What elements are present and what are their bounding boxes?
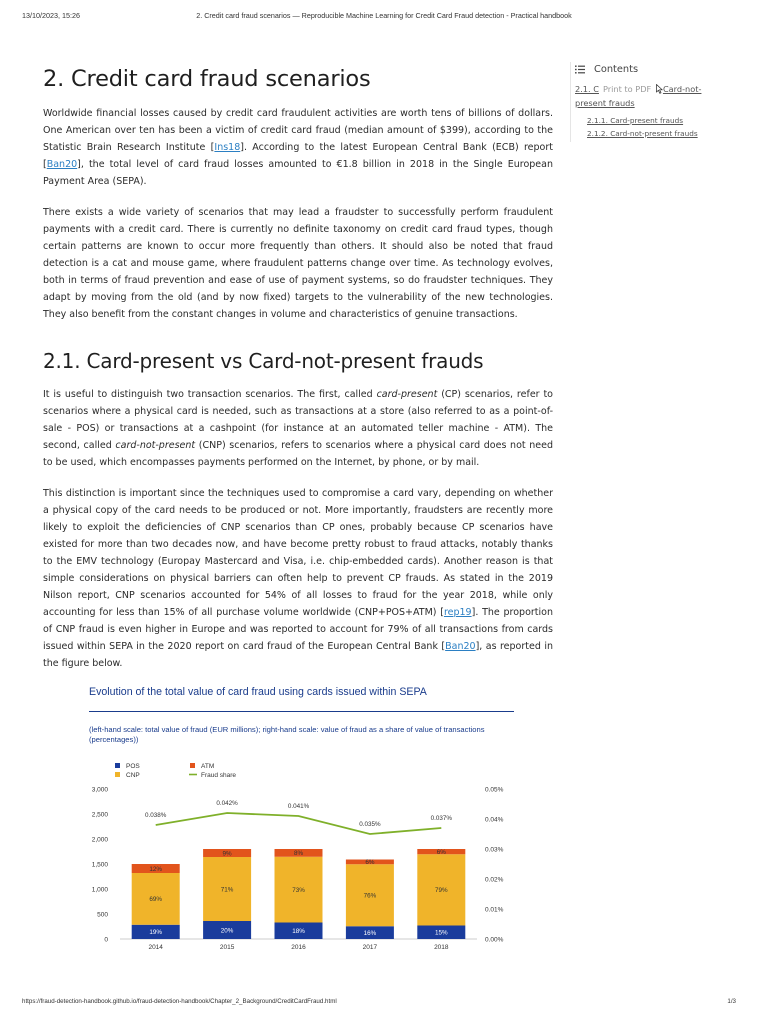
paragraph-2: There exists a wide variety of scenarios that may lead a fraudster to successfully perform fraudulent payments with a credit card. There is currently no definite taxonomy on credit card fraud types, though certain patterns are known to occur more frequently than others. It should also be noted that fraud detection is a cat and mouse game, where fraudulent patterns change over time. As technology evolves, both in terms of fraud prevention and ease of use of payment systems, so do fraudster techniques. They adapt by moving from the old (and by now fixed) targets to the vulnerability of the new technologies. They also benefit from the constant changes in volume and characteristics of genuine transactions. xyxy=(43,207,553,320)
y2-tick-label: 0.02% xyxy=(485,876,504,884)
print-page-number: 1/3 xyxy=(727,998,736,1005)
bar-label-pos: 16% xyxy=(363,929,377,937)
fraud-chart xyxy=(85,683,519,957)
fraud-share-label: 0.038% xyxy=(145,812,167,819)
bar-label-pos: 18% xyxy=(292,928,305,936)
p3-text-b: (CP) scenarios, refer to scenarios where a physical card is needed, such as transactions at a store (also referred to as a point-of-sale - POS) or transactions at a cashpoint (for instance at an automated teller machine - ATM). The second, called xyxy=(43,389,553,451)
y-tick-label: 2,000 xyxy=(91,836,108,844)
fraud-share-label: 0.042% xyxy=(216,800,238,807)
fraud-share-line xyxy=(156,813,442,834)
y2-tick-label: 0.05% xyxy=(485,786,504,794)
legend-swatch xyxy=(115,772,120,777)
legend-label: POS xyxy=(126,763,140,770)
bar-label-cnp: 79% xyxy=(434,887,448,895)
p1-text-b: ]. According to the latest European Central Bank (ECB) report [ xyxy=(43,142,553,170)
bar-label-cnp: 69% xyxy=(149,896,163,904)
toc-heading-label: Contents xyxy=(594,63,639,75)
toc-divider xyxy=(570,62,571,142)
legend-swatch xyxy=(115,763,120,768)
ref-rep19-link[interactable]: rep19 xyxy=(443,607,472,618)
legend-label: Fraud share xyxy=(201,772,237,779)
y-tick-label: 2,500 xyxy=(91,811,108,819)
article xyxy=(43,66,553,686)
p3-text-a: It is useful to distinguish two transaction scenarios. The first, called xyxy=(43,389,377,400)
fraud-share-label: 0.037% xyxy=(430,815,452,822)
print-header xyxy=(22,11,746,23)
toc-heading xyxy=(575,62,725,76)
paragraph-4 xyxy=(43,485,553,672)
y2-tick-label: 0.03% xyxy=(485,846,504,854)
y2-tick-label: 0.04% xyxy=(485,816,504,824)
x-tick-label: 2014 xyxy=(148,944,163,951)
p3-text-c: (CNP) scenarios, refers to scenarios where a physical card does not need to be used, which encompasses payments performed on the Internet, by phone, or by mail. xyxy=(43,440,553,468)
bar-label-atm: 9% xyxy=(222,850,232,858)
p4-text-a: This distinction is important since the techniques used to compromise a card vary, depending on whether a physical copy of the card needs to be produced or not. More importantly, fraudsters are recently more likely to exploit the deficiencies of CNP scenarios than CP ones, probably because CP scenarios have existed for more than two decades now, and have become pretty robust to fraud attacks, notably thanks to the EMV technology (Europay Mastercard and Visa, i.e. chip-embedded cards). Another reason is that simple considerations on physical barriers can often help to prevent CP frauds. As stated in the 2019 Nilson report, CNP scenarios accounted for 54% of all losses to fraud for the year 2018, while only accounting for less than 15% of all purchase volume worldwide (CNP+POS+ATM) [ xyxy=(43,488,553,618)
cursor-icon xyxy=(656,84,663,94)
bar-label-pos: 19% xyxy=(149,929,163,937)
print-url: https://fraud-detection-handbook.github.io/fraud-detection-handbook/Chapter_2_Background/CreditCardFraud.html xyxy=(22,998,337,1005)
toc-item-card-present-vs-cnp[interactable] xyxy=(575,82,725,96)
bar-label-atm: 12% xyxy=(149,865,163,873)
y-tick-label: 1,000 xyxy=(91,886,108,894)
paragraph-3 xyxy=(43,386,553,471)
chart-title: Evolution of the total value of card fraud using cards issued within SEPA xyxy=(89,686,427,698)
toc-item-card-not-present-frauds[interactable]: 2.1.2. Card-not-present frauds xyxy=(587,129,698,138)
print-date: 13/10/2023, 15:26 xyxy=(22,11,80,20)
y-tick-label: 0 xyxy=(104,936,108,944)
bar-label-cnp: 73% xyxy=(292,886,305,894)
x-tick-label: 2016 xyxy=(291,944,306,951)
toc-sidebar xyxy=(575,62,725,140)
y2-tick-label: 0.00% xyxy=(485,936,504,944)
y-tick-label: 3,000 xyxy=(91,786,108,794)
legend-label: CNP xyxy=(126,772,140,779)
x-tick-label: 2018 xyxy=(434,944,449,951)
bar-label-pos: 20% xyxy=(220,927,234,935)
x-tick-label: 2017 xyxy=(362,944,378,951)
ref-ban20-link[interactable]: Ban20 xyxy=(46,159,78,170)
ref-ban20-link-2[interactable]: Ban20 xyxy=(445,641,476,652)
toc-item-card-present-frauds[interactable]: 2.1.1. Card-present frauds xyxy=(587,116,684,125)
fraud-share-label: 0.035% xyxy=(359,821,381,828)
bar-label-atm: 6% xyxy=(365,859,375,867)
p1-text-a: Worldwide financial losses caused by credit card fraudulent activities are worth tens of billions of dollars. One American over ten has been a victim of credit card fraud (median amount of $399), according to the Statistic Brain Research Institute [ xyxy=(43,108,553,153)
p3-em-card-not-present: card-not-present xyxy=(115,440,196,451)
section-title: 2.1. Card-present vs Card-not-present frauds xyxy=(43,349,484,373)
y-tick-label: 1,500 xyxy=(91,861,108,869)
p1-text-c: ], the total level of card fraud losses amounted to €1.8 billion in 2018 in the Single European Payment Area (SEPA). xyxy=(43,159,553,187)
print-title: 2. Credit card fraud scenarios — Reproducible Machine Learning for Credit Card Fraud detection - Practical handbook xyxy=(196,11,572,20)
fraud-chart-figure xyxy=(85,683,519,957)
paragraph-1 xyxy=(43,105,553,190)
legend-label: ATM xyxy=(201,763,215,770)
y2-tick-label: 0.01% xyxy=(485,906,504,914)
y-tick-label: 500 xyxy=(97,911,108,919)
print-footer xyxy=(22,998,746,1010)
page-title: 2. Credit card fraud scenarios xyxy=(43,66,371,92)
fraud-share-label: 0.041% xyxy=(287,803,310,810)
toc-item-prefix: 2.1. C xyxy=(575,84,599,94)
bar-label-atm: 6% xyxy=(436,848,446,856)
p4-text-c: ], as reported in the figure below. xyxy=(43,641,553,669)
p3-em-card-present: card-present xyxy=(376,389,438,400)
ref-ins18-link[interactable]: Ins18 xyxy=(214,142,241,153)
x-tick-label: 2015 xyxy=(219,944,235,951)
bar-label-cnp: 76% xyxy=(363,892,377,900)
toc-item-line2[interactable]: present frauds xyxy=(575,98,635,108)
list-icon xyxy=(575,65,585,74)
print-to-pdf-tooltip: Print to PDF xyxy=(603,84,652,94)
legend-swatch xyxy=(190,763,195,768)
bar-label-cnp: 71% xyxy=(220,886,234,894)
chart-subtitle: (left-hand scale: total value of fraud (EUR millions); right-hand scale: value of fraud as a share of value of transactions (percentages)) xyxy=(89,725,485,744)
toc-item-suffix: Card-not- xyxy=(662,84,702,94)
bar-label-atm: 8% xyxy=(293,850,304,858)
bar-label-pos: 15% xyxy=(434,929,448,937)
p4-text-b: ]. The proportion of CNP fraud is even higher in Europe and was reported to account for 79% of all transactions from cards issued within SEPA in the 2020 report on card fraud of the European Central Bank [ xyxy=(43,607,553,652)
